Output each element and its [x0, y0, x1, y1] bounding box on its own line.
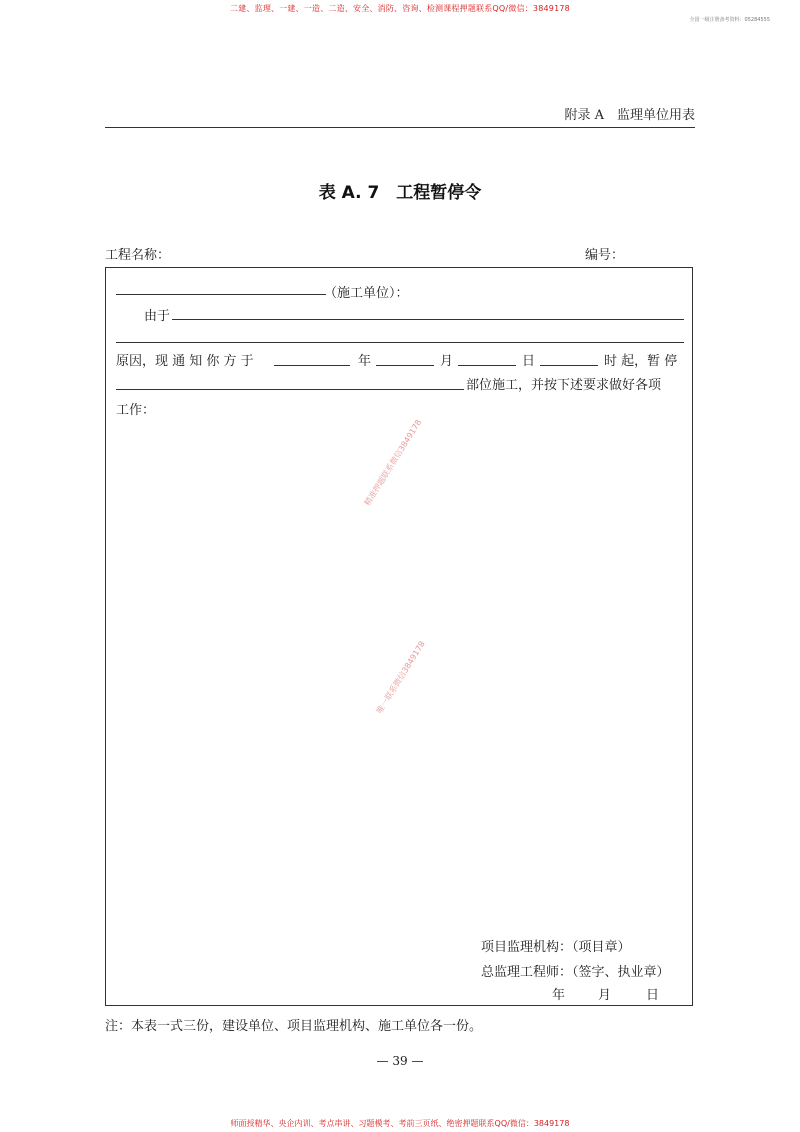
day-label: 日 [522, 354, 536, 369]
header-rule [105, 127, 695, 128]
bottom-promo-banner: 师面授精华、央企内训、考点串讲、习题模考、考前三页纸、绝密押题联系QQ/微信：3849178 [230, 1119, 570, 1128]
watermark-2: 唯一联系微信3849178 [374, 639, 427, 716]
line4-suffix: 部位施工，并按下述要求做好各项 [466, 378, 662, 393]
chief-engineer-label: 总监理工程师：（签字、执业章） [481, 965, 670, 980]
hour-blank[interactable] [540, 365, 598, 366]
reason-blank[interactable] [172, 319, 684, 320]
line3-prefix: 原因，现 通 知 你 方 于 [116, 354, 254, 369]
top-promo-banner: 二建、监理、一建、一造、二造、安全、消防、咨询、检测课程押题联系QQ/微信：3849178 [230, 4, 570, 13]
appendix-header: 附录 A 监理单位用表 [564, 108, 695, 123]
reason-prefix: 由于 [144, 309, 171, 324]
sign-date-month: 月 [598, 988, 612, 1003]
form-box [105, 267, 693, 1006]
addressee-suffix: （施工单位）： [324, 286, 409, 301]
addressee-blank[interactable] [116, 294, 326, 295]
project-name-label: 工程名称： [105, 248, 171, 263]
year-blank[interactable] [274, 365, 350, 366]
reason-blank-2[interactable] [116, 342, 684, 343]
form-note: 注：本表一式三份，建设单位、项目监理机构、施工单位各一份。 [105, 1019, 483, 1034]
sign-date-year: 年 [552, 988, 566, 1003]
supervision-org-label: 项目监理机构：（项目章） [481, 940, 631, 955]
top-right-note: 全国一级注册备考资料：05284555 [689, 17, 770, 23]
day-blank[interactable] [458, 365, 516, 366]
line5-work: 工作： [116, 403, 156, 418]
year-label: 年 [358, 354, 372, 369]
sign-date-day: 日 [646, 988, 660, 1003]
number-label: 编号： [585, 248, 625, 263]
location-blank[interactable] [116, 389, 464, 390]
form-title: 表 A. 7 工程暂停令 [318, 183, 482, 203]
line3-suffix: 时 起，暂 停 [604, 354, 678, 369]
watermark-1: 精准押题联系微信3849178 [362, 418, 424, 508]
page-number: — 39 — [376, 1054, 424, 1068]
month-label: 月 [440, 354, 454, 369]
month-blank[interactable] [376, 365, 434, 366]
